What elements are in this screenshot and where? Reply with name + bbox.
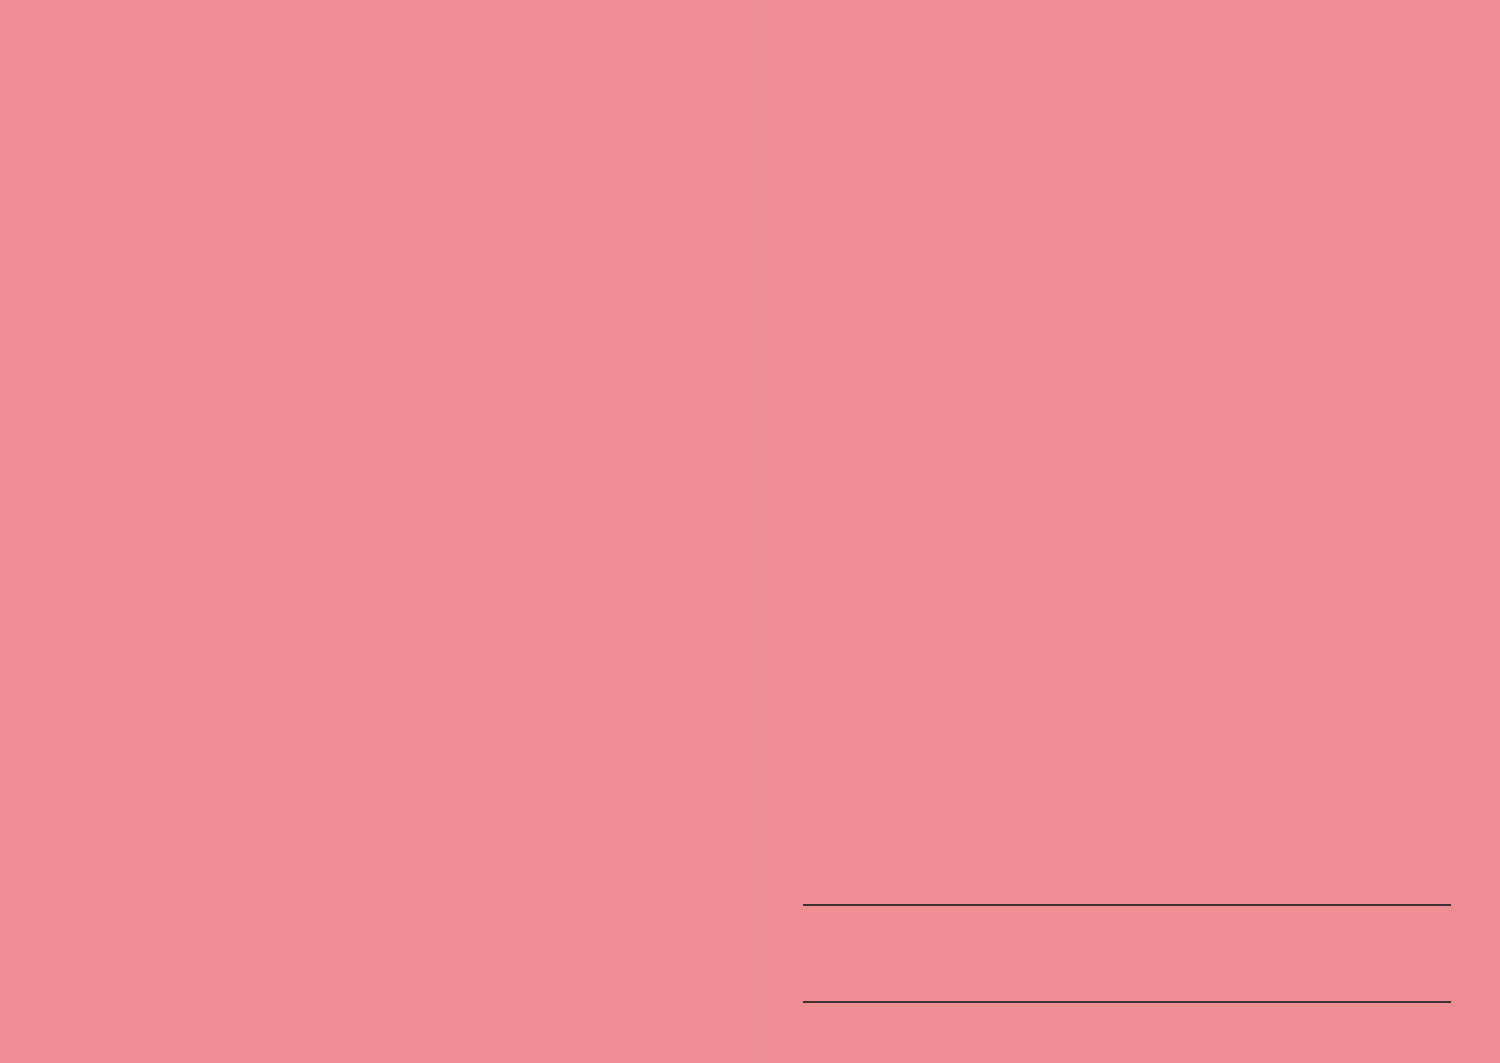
- page-fold: [760, 0, 762, 1063]
- footer-top-rule: [803, 904, 1451, 906]
- footer-bottom-rule: [803, 1001, 1451, 1003]
